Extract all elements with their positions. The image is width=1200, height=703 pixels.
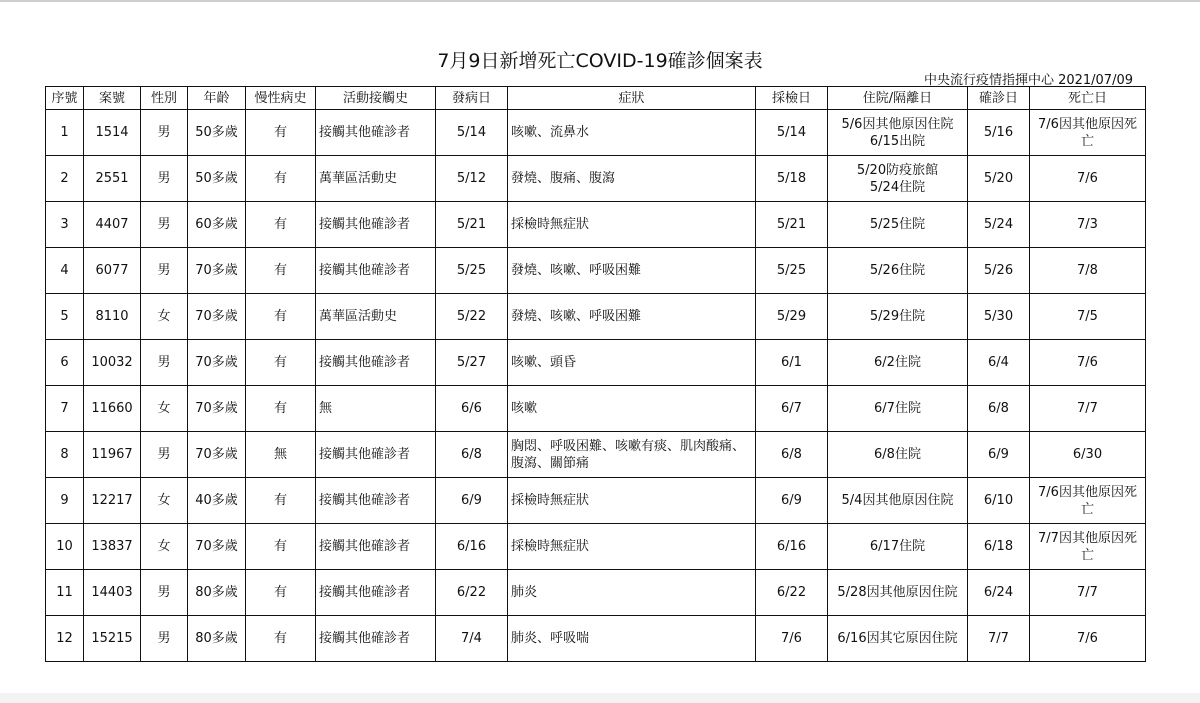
- sex-cell: 女: [141, 478, 188, 524]
- header-cell: 住院/隔離日: [828, 87, 968, 110]
- table-row: [46, 340, 1146, 386]
- hospitalization-cell: 5/25住院: [828, 202, 968, 248]
- age-cell: 70多歲: [188, 294, 246, 340]
- hospitalization-cell: 6/2住院: [828, 340, 968, 386]
- hospitalization-cell: 6/8住院: [828, 432, 968, 478]
- symptoms-cell: 咳嗽: [508, 386, 756, 432]
- confirmed-date-cell: 6/18: [968, 524, 1030, 570]
- hospitalization-cell: 5/6因其他原因住院 6/15出院: [828, 110, 968, 156]
- exposure-history-cell: 萬華區活動史: [316, 294, 436, 340]
- exposure-history-cell: 接觸其他確診者: [316, 202, 436, 248]
- death-date-cell: 7/7: [1030, 386, 1146, 432]
- case-number-cell: 10032: [84, 340, 141, 386]
- sex-cell: 男: [141, 340, 188, 386]
- death-date-cell: 7/3: [1030, 202, 1146, 248]
- chronic-disease-cell: 有: [246, 156, 316, 202]
- sex-cell: 女: [141, 294, 188, 340]
- chronic-disease-cell: 有: [246, 294, 316, 340]
- death-date-cell: 7/7因其他原因死亡: [1030, 524, 1146, 570]
- chronic-disease-cell: 有: [246, 248, 316, 294]
- symptoms-cell: 採檢時無症狀: [508, 524, 756, 570]
- seq-cell: 1: [46, 110, 84, 156]
- hospitalization-cell: 5/26住院: [828, 248, 968, 294]
- exposure-history-cell: 接觸其他確診者: [316, 340, 436, 386]
- confirmed-date-cell: 7/7: [968, 616, 1030, 662]
- symptoms-cell: 發燒、咳嗽、呼吸困難: [508, 248, 756, 294]
- seq-cell: 5: [46, 294, 84, 340]
- confirmed-date-cell: 6/9: [968, 432, 1030, 478]
- onset-date-cell: 5/22: [436, 294, 508, 340]
- sex-cell: 男: [141, 570, 188, 616]
- table-row: [46, 432, 1146, 478]
- sex-cell: 女: [141, 524, 188, 570]
- sex-cell: 男: [141, 616, 188, 662]
- case-number-cell: 2551: [84, 156, 141, 202]
- sex-cell: 男: [141, 110, 188, 156]
- onset-date-cell: 6/8: [436, 432, 508, 478]
- death-date-cell: 7/6: [1030, 616, 1146, 662]
- hospitalization-cell: 5/28因其他原因住院: [828, 570, 968, 616]
- table-row: [46, 202, 1146, 248]
- symptoms-cell: 咳嗽、頭昏: [508, 340, 756, 386]
- test-date-cell: 7/6: [756, 616, 828, 662]
- age-cell: 50多歲: [188, 156, 246, 202]
- seq-cell: 2: [46, 156, 84, 202]
- symptoms-cell: 咳嗽、流鼻水: [508, 110, 756, 156]
- confirmed-date-cell: 5/24: [968, 202, 1030, 248]
- death-date-cell: 6/30: [1030, 432, 1146, 478]
- document-title: 7月9日新增死亡COVID-19確診個案表: [437, 50, 763, 72]
- chronic-disease-cell: 無: [246, 432, 316, 478]
- table-row: [46, 616, 1146, 662]
- test-date-cell: 5/18: [756, 156, 828, 202]
- symptoms-cell: 肺炎: [508, 570, 756, 616]
- exposure-history-cell: 接觸其他確診者: [316, 570, 436, 616]
- age-cell: 80多歲: [188, 616, 246, 662]
- case-number-cell: 8110: [84, 294, 141, 340]
- onset-date-cell: 6/16: [436, 524, 508, 570]
- table-row: [46, 386, 1146, 432]
- age-cell: 80多歲: [188, 570, 246, 616]
- death-date-cell: 7/8: [1030, 248, 1146, 294]
- test-date-cell: 6/16: [756, 524, 828, 570]
- table-row: [46, 156, 1146, 202]
- exposure-history-cell: 接觸其他確診者: [316, 524, 436, 570]
- test-date-cell: 6/7: [756, 386, 828, 432]
- chronic-disease-cell: 有: [246, 340, 316, 386]
- symptoms-cell: 發燒、腹痛、腹瀉: [508, 156, 756, 202]
- header-cell: 症狀: [508, 87, 756, 110]
- case-number-cell: 11660: [84, 386, 141, 432]
- age-cell: 70多歲: [188, 432, 246, 478]
- test-date-cell: 6/9: [756, 478, 828, 524]
- symptoms-cell: 發燒、咳嗽、呼吸困難: [508, 294, 756, 340]
- onset-date-cell: 6/22: [436, 570, 508, 616]
- test-date-cell: 5/21: [756, 202, 828, 248]
- header-cell: 案號: [84, 87, 141, 110]
- chronic-disease-cell: 有: [246, 524, 316, 570]
- symptoms-cell: 肺炎、呼吸喘: [508, 616, 756, 662]
- case-number-cell: 13837: [84, 524, 141, 570]
- case-number-cell: 4407: [84, 202, 141, 248]
- seq-cell: 11: [46, 570, 84, 616]
- seq-cell: 10: [46, 524, 84, 570]
- death-date-cell: 7/6: [1030, 156, 1146, 202]
- onset-date-cell: 5/21: [436, 202, 508, 248]
- seq-cell: 9: [46, 478, 84, 524]
- table-row: [46, 570, 1146, 616]
- hospitalization-cell: 5/29住院: [828, 294, 968, 340]
- onset-date-cell: 6/9: [436, 478, 508, 524]
- death-date-cell: 7/6因其他原因死亡: [1030, 478, 1146, 524]
- sex-cell: 女: [141, 386, 188, 432]
- test-date-cell: 6/22: [756, 570, 828, 616]
- age-cell: 70多歲: [188, 386, 246, 432]
- table-row: [46, 478, 1146, 524]
- sex-cell: 男: [141, 432, 188, 478]
- chronic-disease-cell: 有: [246, 202, 316, 248]
- chronic-disease-cell: 有: [246, 570, 316, 616]
- chronic-disease-cell: 有: [246, 616, 316, 662]
- table-row: [46, 110, 1146, 156]
- death-date-cell: 7/6: [1030, 340, 1146, 386]
- age-cell: 40多歲: [188, 478, 246, 524]
- exposure-history-cell: 接觸其他確診者: [316, 110, 436, 156]
- age-cell: 70多歲: [188, 248, 246, 294]
- confirmed-date-cell: 6/10: [968, 478, 1030, 524]
- exposure-history-cell: 接觸其他確診者: [316, 616, 436, 662]
- hospitalization-cell: 6/17住院: [828, 524, 968, 570]
- confirmed-date-cell: 6/24: [968, 570, 1030, 616]
- header-cell: 死亡日: [1030, 87, 1146, 110]
- header-cell: 活動接觸史: [316, 87, 436, 110]
- death-date-cell: 7/6因其他原因死亡: [1030, 110, 1146, 156]
- sex-cell: 男: [141, 202, 188, 248]
- case-number-cell: 1514: [84, 110, 141, 156]
- confirmed-date-cell: 5/20: [968, 156, 1030, 202]
- table-row: [46, 248, 1146, 294]
- test-date-cell: 5/29: [756, 294, 828, 340]
- chronic-disease-cell: 有: [246, 386, 316, 432]
- age-cell: 50多歲: [188, 110, 246, 156]
- case-number-cell: 12217: [84, 478, 141, 524]
- table-row: [46, 294, 1146, 340]
- exposure-history-cell: 無: [316, 386, 436, 432]
- hospitalization-cell: 5/20防疫旅館 5/24住院: [828, 156, 968, 202]
- header-cell: 慢性病史: [246, 87, 316, 110]
- header-cell: 序號: [46, 87, 84, 110]
- sex-cell: 男: [141, 248, 188, 294]
- confirmed-date-cell: 5/16: [968, 110, 1030, 156]
- case-number-cell: 11967: [84, 432, 141, 478]
- symptoms-cell: 胸悶、呼吸困難、咳嗽有痰、肌肉酸痛、腹瀉、關節痛: [508, 432, 756, 478]
- header-cell: 確診日: [968, 87, 1030, 110]
- death-date-cell: 7/7: [1030, 570, 1146, 616]
- header-cell: 性別: [141, 87, 188, 110]
- seq-cell: 7: [46, 386, 84, 432]
- exposure-history-cell: 接觸其他確診者: [316, 248, 436, 294]
- seq-cell: 4: [46, 248, 84, 294]
- exposure-history-cell: 萬華區活動史: [316, 156, 436, 202]
- case-number-cell: 15215: [84, 616, 141, 662]
- age-cell: 70多歲: [188, 340, 246, 386]
- onset-date-cell: 5/14: [436, 110, 508, 156]
- onset-date-cell: 5/27: [436, 340, 508, 386]
- symptoms-cell: 採檢時無症狀: [508, 478, 756, 524]
- chronic-disease-cell: 有: [246, 478, 316, 524]
- source-line: 中央流行疫情指揮中心 2021/07/09: [923, 73, 1133, 88]
- table-row: [46, 524, 1146, 570]
- age-cell: 60多歲: [188, 202, 246, 248]
- confirmed-date-cell: 5/30: [968, 294, 1030, 340]
- exposure-history-cell: 接觸其他確診者: [316, 478, 436, 524]
- case-number-cell: 6077: [84, 248, 141, 294]
- hospitalization-cell: 5/4因其他原因住院: [828, 478, 968, 524]
- chronic-disease-cell: 有: [246, 110, 316, 156]
- test-date-cell: 6/8: [756, 432, 828, 478]
- case-number-cell: 14403: [84, 570, 141, 616]
- onset-date-cell: 5/25: [436, 248, 508, 294]
- hospitalization-cell: 6/7住院: [828, 386, 968, 432]
- symptoms-cell: 採檢時無症狀: [508, 202, 756, 248]
- seq-cell: 12: [46, 616, 84, 662]
- death-date-cell: 7/5: [1030, 294, 1146, 340]
- hospitalization-cell: 6/16因其它原因住院: [828, 616, 968, 662]
- exposure-history-cell: 接觸其他確診者: [316, 432, 436, 478]
- onset-date-cell: 6/6: [436, 386, 508, 432]
- sex-cell: 男: [141, 156, 188, 202]
- seq-cell: 6: [46, 340, 84, 386]
- header-cell: 發病日: [436, 87, 508, 110]
- confirmed-date-cell: 6/4: [968, 340, 1030, 386]
- test-date-cell: 5/14: [756, 110, 828, 156]
- confirmed-date-cell: 6/8: [968, 386, 1030, 432]
- case-table: [45, 86, 1146, 662]
- header-cell: 年齡: [188, 87, 246, 110]
- test-date-cell: 6/1: [756, 340, 828, 386]
- table-header: [46, 87, 1146, 110]
- seq-cell: 8: [46, 432, 84, 478]
- seq-cell: 3: [46, 202, 84, 248]
- confirmed-date-cell: 5/26: [968, 248, 1030, 294]
- test-date-cell: 5/25: [756, 248, 828, 294]
- header-cell: 採檢日: [756, 87, 828, 110]
- onset-date-cell: 7/4: [436, 616, 508, 662]
- onset-date-cell: 5/12: [436, 156, 508, 202]
- age-cell: 70多歲: [188, 524, 246, 570]
- header-row: [46, 87, 1146, 110]
- table-body: [46, 110, 1146, 662]
